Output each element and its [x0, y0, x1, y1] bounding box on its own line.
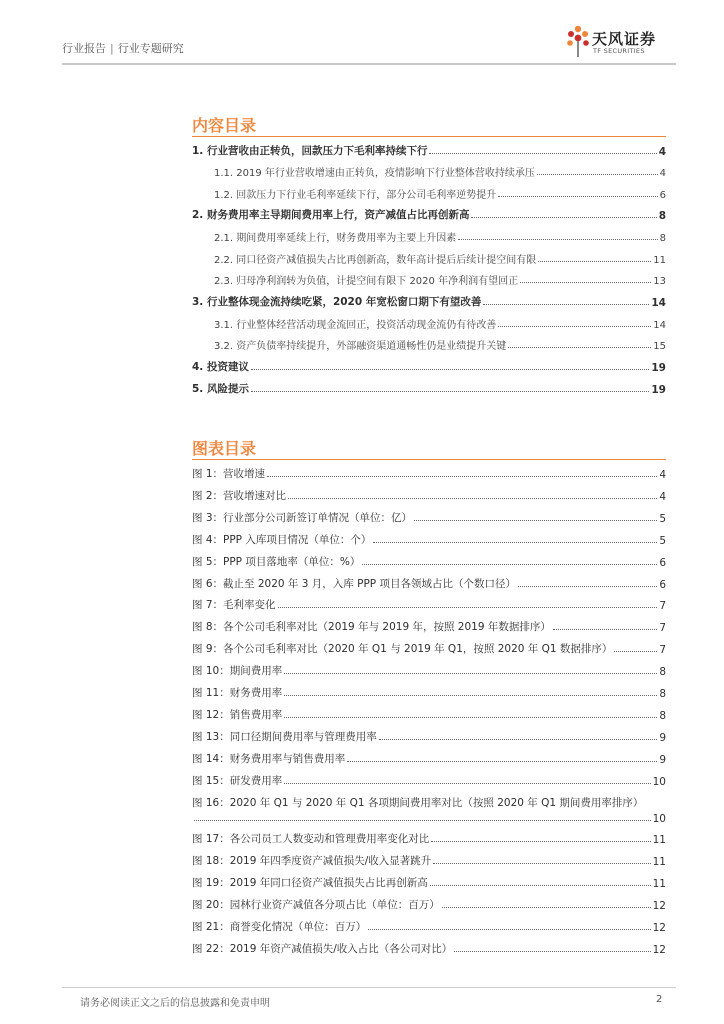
figure-entry-page: 7 [659, 644, 666, 656]
leader-dots [284, 717, 657, 718]
leader-dots [518, 586, 657, 587]
figure-entry-label: 图 17：各公司员工人数变动和管理费用率变化对比 [192, 833, 430, 845]
figure-entry-label: 图 13：同口径期间费用率与管理费用率 [192, 731, 377, 743]
toc-entry[interactable] [214, 249, 666, 266]
figure-entry[interactable] [192, 939, 666, 956]
report-category [62, 40, 184, 56]
toc-entry[interactable] [192, 141, 666, 158]
leader-dots [288, 498, 657, 499]
toc-entry-page: 19 [651, 362, 666, 374]
leader-dots [454, 951, 650, 952]
figure-entry-label: 图 19：2019 年同口径资产减值损失占比再创新高 [192, 877, 428, 889]
figure-entry-page: 10 [652, 776, 666, 788]
leader-dots [379, 739, 658, 740]
figure-entry[interactable] [192, 749, 666, 766]
leader-dots [553, 629, 657, 630]
figure-entry-page: 11 [652, 834, 666, 846]
toc-entry[interactable] [192, 357, 666, 374]
leader-dots [429, 153, 656, 154]
figure-entry[interactable] [192, 574, 666, 591]
figure-entry-label: 图 15：研发费用率 [192, 775, 283, 787]
toc-entry-label: 3. 行业整体现金流持续吃紧，2020 年宽松窗口期下有望改善 [192, 296, 482, 308]
toc-entry-label: 4. 投资建议 [192, 361, 249, 373]
toc-entry-label: 3.2. 资产负债率持续提升，外部融资渠道通畅性仍是业绩提升关键 [214, 341, 507, 352]
toc-entry-label: 1. 行业营收由正转负，回款压力下毛利率持续下行 [192, 145, 428, 157]
leader-dots [442, 907, 651, 908]
leader-dots [373, 542, 657, 543]
figure-entry-label: 图 4：PPP 入库项目情况（单位：个） [192, 534, 372, 546]
leader-dots [538, 261, 651, 262]
page-number: 2 [656, 994, 663, 1005]
leader-dots [194, 820, 651, 821]
figure-entry-page: 9 [659, 732, 666, 744]
figure-entry[interactable] [192, 873, 666, 890]
figure-entry[interactable] [192, 829, 666, 846]
toc-entry-page: 4 [659, 168, 666, 179]
leader-dots [284, 673, 657, 674]
figure-entry[interactable] [192, 595, 666, 612]
toc-entry-page: 13 [653, 276, 666, 287]
toc-title-rule [192, 136, 666, 137]
toc-title: 内容目录 [192, 116, 257, 135]
leader-dots [498, 196, 657, 197]
leader-dots [508, 347, 651, 348]
figure-entry-page: 7 [659, 600, 666, 612]
leader-dots [458, 239, 657, 240]
subcategory-label: 行业专题研究 [117, 42, 184, 55]
figure-entry-page: 6 [659, 557, 666, 569]
footer-disclaimer: 请务必阅读正文之后的信息披露和免责申明 [80, 998, 270, 1009]
figures-title-rule [192, 459, 666, 460]
toc-entry-label: 5. 风险提示 [192, 383, 249, 395]
toc-entry-page: 19 [651, 384, 666, 396]
figure-entry-page: 11 [652, 878, 666, 890]
leader-dots [414, 520, 657, 521]
toc-entry-label: 2.1. 期间费用率延续上行，财务费用率为主要上升因素 [214, 233, 457, 244]
brand-name-cn: 天风证券 [592, 30, 657, 48]
brand-name-en: TF SECURITIES [593, 47, 645, 55]
footer-divider [62, 987, 676, 988]
figure-entry-label: 图 21：商誉变化情况（单位：百万） [192, 921, 367, 933]
leader-dots [278, 607, 658, 608]
figure-entry-page: 5 [659, 535, 666, 547]
figure-entry-label: 图 1：营收增速 [192, 468, 266, 480]
toc-entry[interactable] [214, 335, 666, 352]
figure-entry-label: 图 7：毛利率变化 [192, 599, 276, 611]
figure-entry[interactable] [192, 530, 666, 547]
figure-entry[interactable] [192, 486, 666, 503]
toc-entry[interactable] [192, 205, 666, 222]
toc-entry[interactable] [214, 184, 666, 201]
figure-entry-page: 8 [659, 688, 666, 700]
figure-entry-page: 9 [659, 754, 666, 766]
toc-entry-page: 15 [653, 341, 666, 352]
figure-entry-label: 图 22：2019 年资产减值损失/收入占比（各公司对比） [192, 943, 453, 955]
figure-entry[interactable] [192, 895, 666, 912]
leader-dots [251, 391, 649, 392]
toc-entry-page: 8 [658, 210, 666, 222]
figure-entry-label: 图 16：2020 年 Q1 与 2020 年 Q1 各项期间费用率对比（按照 2020 年 Q1 期间费用率排序） [192, 797, 644, 809]
toc-entry[interactable] [214, 162, 666, 179]
figures-title: 图表目录 [192, 439, 257, 458]
figure-entry[interactable] [192, 639, 666, 656]
figure-entry-page: 4 [659, 469, 666, 481]
header-divider [62, 63, 676, 65]
toc-entry-label: 2. 财务费用率主导期间费用率上行，资产减值占比再创新高 [192, 209, 470, 221]
figure-entry[interactable] [192, 508, 666, 525]
toc-entry[interactable] [214, 314, 666, 331]
figure-entry-label: 图 8：各个公司毛利率对比（2019 年与 2019 年，按照 2019 年数据排序） [192, 621, 551, 633]
category-label: 行业报告 [62, 42, 106, 55]
figure-entry-label: 图 12：销售费用率 [192, 709, 283, 721]
figure-entry-page: 4 [659, 491, 666, 503]
figure-entry-label: 图 11：财务费用率 [192, 687, 283, 699]
toc-entry-label: 2.2. 同口径资产减值损失占比再创新高，数年高计提后后续计提空间有限 [214, 255, 537, 266]
figure-entry-label: 图 3：行业部分公司新签订单情况（单位：亿） [192, 512, 413, 524]
figure-entry-continuation[interactable] [192, 808, 666, 825]
leader-dots [537, 174, 658, 175]
figure-entry[interactable] [192, 661, 666, 678]
figure-entry-label: 图 5：PPP 项目落地率（单位：%） [192, 556, 361, 568]
leader-dots [347, 761, 657, 762]
toc-entry-page: 14 [653, 320, 666, 331]
leader-dots [368, 929, 650, 930]
toc-entry-label: 1.2. 回款压力下行业毛利率延续下行，部分公司毛利率逆势提升 [214, 190, 497, 201]
leader-dots [251, 369, 649, 370]
figure-entry[interactable] [192, 771, 666, 788]
leader-dots [614, 651, 657, 652]
flower-logo-icon [566, 24, 590, 58]
figure-entry-page: 12 [652, 900, 666, 912]
figure-entry-page: 11 [652, 856, 666, 868]
leader-dots [498, 326, 651, 327]
figure-entry-label: 图 20：园林行业资产减值各分项占比（单位：百万） [192, 899, 440, 911]
toc-entry-page: 6 [659, 190, 666, 201]
toc-entry-page: 8 [659, 233, 666, 244]
toc-entry-page: 14 [651, 297, 666, 309]
figure-entry[interactable] [192, 464, 666, 481]
toc-entry-label: 3.1. 行业整体经营活动现金流回正，投资活动现金流仍有待改善 [214, 320, 497, 331]
figure-entry-page: 7 [659, 622, 666, 634]
figure-entry[interactable] [192, 851, 666, 868]
figure-entry-label: 图 10：期间费用率 [192, 665, 283, 677]
leader-dots [483, 304, 649, 305]
figure-entry-label: 图 9：各个公司毛利率对比（2020 年 Q1 与 2019 年 Q1，按照 2020 年 Q1 数据排序） [192, 643, 613, 655]
figure-entry-page: 8 [659, 666, 666, 678]
leader-dots [520, 282, 651, 283]
figure-entry-label: 图 18：2019 年四季度资产减值损失/收入显著跳升 [192, 855, 432, 867]
toc-entry[interactable] [214, 270, 666, 287]
toc-entry[interactable] [192, 379, 666, 396]
figure-entry-page: 8 [659, 710, 666, 722]
figure-entry-label: 图 14：财务费用率与销售费用率 [192, 753, 346, 765]
toc-entry-page: 4 [658, 146, 666, 158]
figure-entry-page: 5 [659, 513, 666, 525]
leader-dots [284, 695, 657, 696]
figure-entry[interactable] [192, 617, 666, 634]
leader-dots [362, 564, 657, 565]
figure-entry[interactable] [192, 683, 666, 700]
figure-entry-page: 10 [652, 813, 666, 825]
figure-entry[interactable] [192, 552, 666, 569]
figure-entry[interactable] [192, 727, 666, 744]
leader-dots [431, 841, 650, 842]
toc-entry-label: 2.3. 归母净利润转为负值，计提空间有限下 2020 年净利润有望回正 [214, 276, 519, 287]
leader-dots [471, 217, 656, 218]
figure-entry-page: 12 [652, 922, 666, 934]
toc-entry[interactable] [192, 292, 666, 309]
brand-logo [566, 22, 676, 62]
leader-dots [284, 783, 650, 784]
figure-entry-label: 图 2：营收增速对比 [192, 490, 287, 502]
figure-entry[interactable] [192, 917, 666, 934]
toc-entry-label: 1.1. 2019 年行业营收增速由正转负，疫情影响下行业整体营收持续承压 [214, 168, 535, 179]
figure-entry-label: 图 6：截止至 2020 年 3 月，入库 PPP 项目各领域占比（个数口径） [192, 578, 516, 590]
toc-entry[interactable] [214, 227, 666, 244]
leader-dots [267, 476, 657, 477]
category-separator: | [110, 42, 114, 55]
figure-entry[interactable] [192, 705, 666, 722]
toc-entry-page: 11 [653, 255, 666, 266]
leader-dots [430, 885, 651, 886]
figure-entry-page: 12 [652, 944, 666, 956]
leader-dots [433, 863, 650, 864]
figure-entry-page: 6 [659, 579, 666, 591]
